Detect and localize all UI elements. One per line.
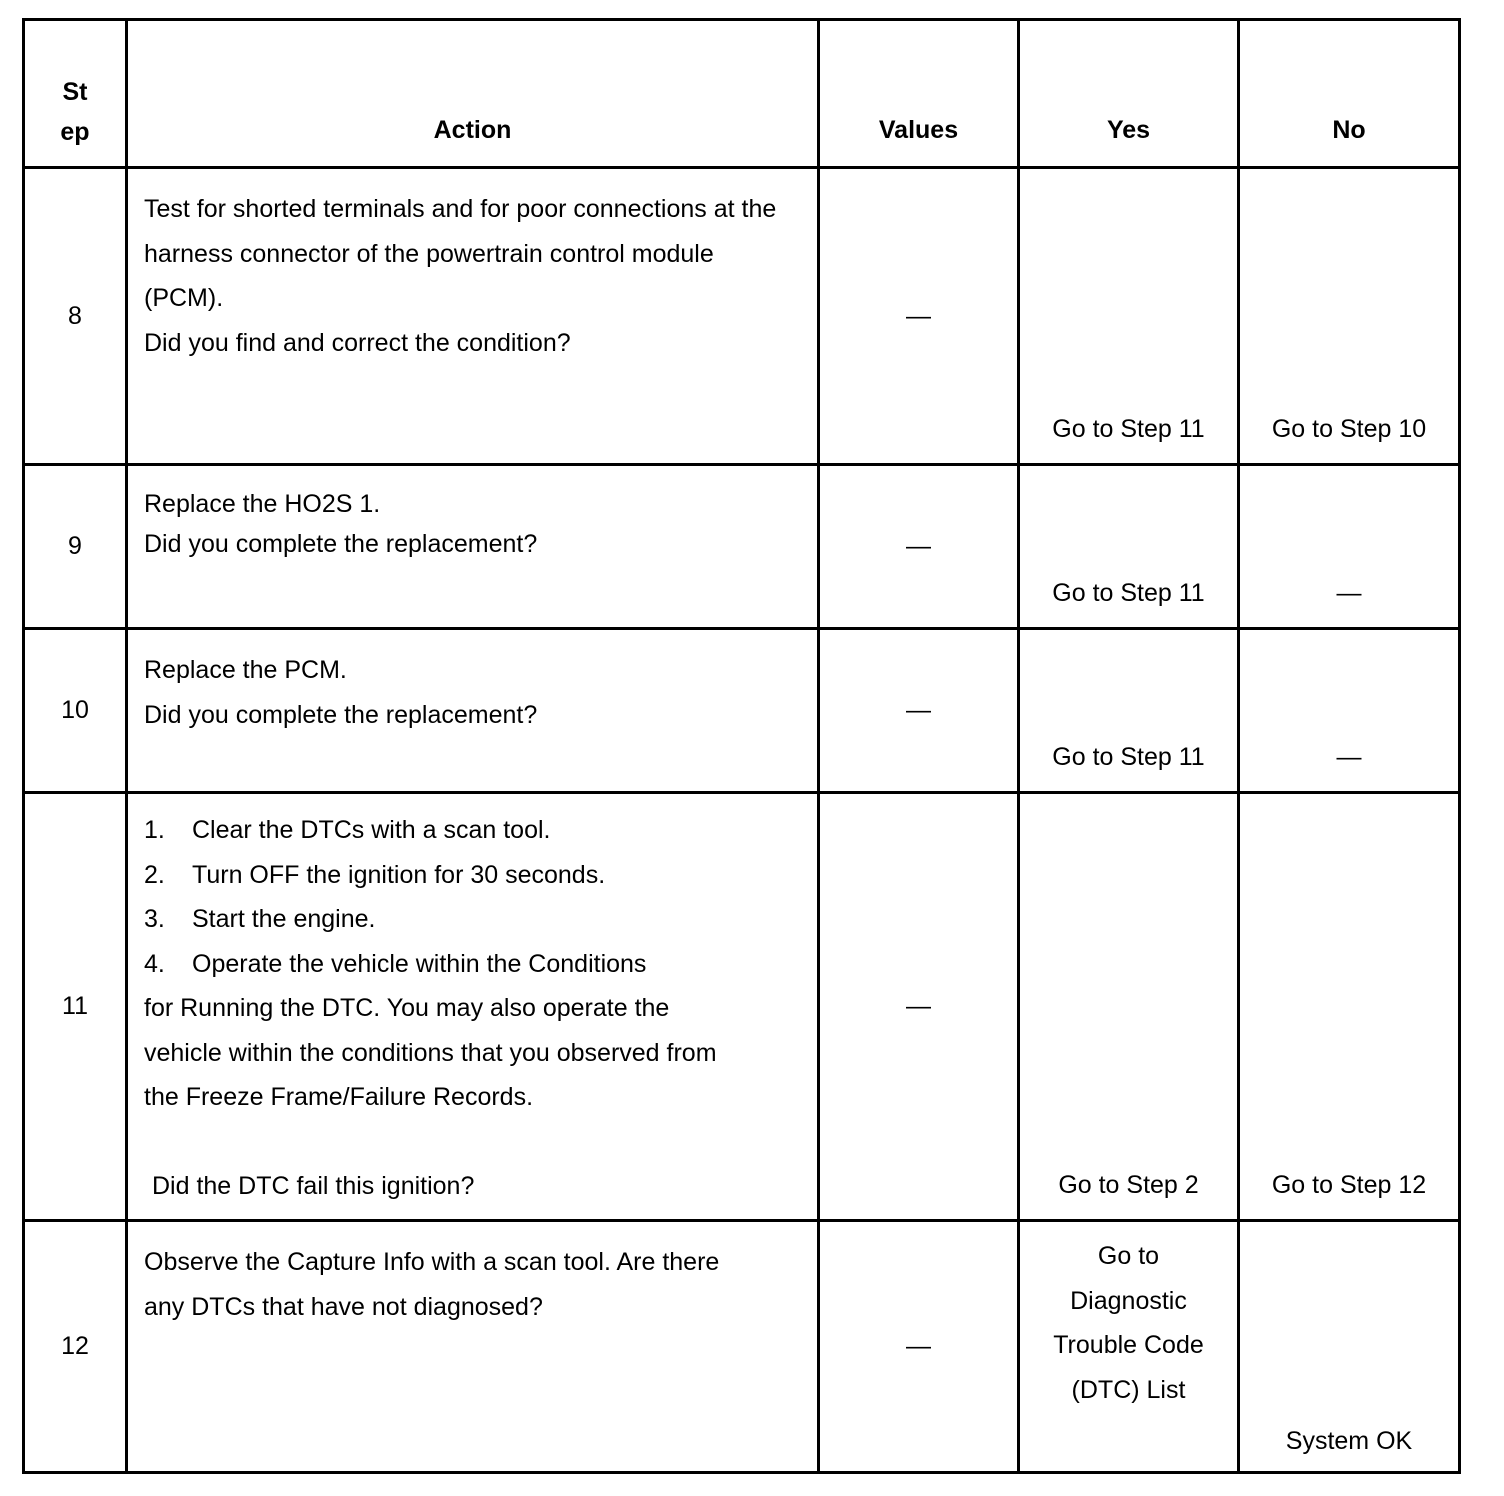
- no-cell: Go to Step 10: [1239, 168, 1460, 465]
- list-item: 3. Start the engine.: [144, 905, 376, 933]
- list-item: 4. Operate the vehicle within the Conditions: [144, 949, 647, 978]
- values-cell: —: [819, 465, 1019, 629]
- procedure-list: [144, 808, 807, 986]
- yes-cell: Go to Step 11: [1019, 465, 1239, 629]
- header-action: Action: [127, 20, 819, 168]
- action-text: Test for shorted terminals and for poor connections at the harness connector of the powertrain control module (PCM).: [144, 195, 777, 312]
- values-cell: —: [819, 1221, 1019, 1473]
- step-number: 9: [24, 465, 127, 629]
- step-number: 11: [24, 793, 127, 1221]
- table-row: [24, 793, 1460, 1221]
- step-number: 10: [24, 629, 127, 793]
- header-step: [24, 20, 127, 168]
- action-cell: [127, 168, 819, 465]
- header-values: Values: [819, 20, 1019, 168]
- action-question: Did you complete the replacement?: [144, 700, 538, 729]
- values-cell: —: [819, 629, 1019, 793]
- header-step-line1: St: [62, 78, 88, 106]
- list-item: 1. Clear the DTCs with a scan tool.: [144, 816, 551, 844]
- table-row: [24, 168, 1460, 465]
- values-cell: —: [819, 793, 1019, 1221]
- action-text: Observe the Capture Info with a scan tool. Are there any DTCs that have not diagnosed?: [144, 1248, 720, 1321]
- header-no: No: [1239, 20, 1460, 168]
- action-cell: [127, 629, 819, 793]
- no-cell: —: [1239, 465, 1460, 629]
- action-text: Replace the PCM.: [144, 656, 347, 684]
- header-yes: Yes: [1019, 20, 1239, 168]
- header-step-line2: ep: [60, 118, 90, 146]
- no-cell: System OK: [1239, 1221, 1460, 1473]
- action-continuation: for Running the DTC. You may also operate the vehicle within the conditions that you observed from the Freeze Frame/Failure Records.: [144, 994, 717, 1111]
- step-number: 12: [24, 1221, 127, 1473]
- action-question: Did you complete the replacement?: [144, 530, 538, 558]
- no-cell: Go to Step 12: [1239, 793, 1460, 1221]
- table-row: [24, 1221, 1460, 1473]
- table-row: [24, 629, 1460, 793]
- yes-cell: Go to Step 11: [1019, 629, 1239, 793]
- no-cell: —: [1239, 629, 1460, 793]
- table-row: [24, 465, 1460, 629]
- diagnostic-table: [22, 18, 1461, 1474]
- action-text: Replace the HO2S 1.: [144, 490, 381, 518]
- values-cell: —: [819, 168, 1019, 465]
- yes-cell: Go to Step 11: [1019, 168, 1239, 465]
- action-cell: [127, 465, 819, 629]
- diagnostic-table-container: [22, 18, 1458, 1474]
- list-item: 2. Turn OFF the ignition for 30 seconds.: [144, 860, 606, 889]
- action-question: Did you find and correct the condition?: [144, 328, 571, 357]
- action-cell: [127, 1221, 819, 1473]
- action-question: Did the DTC fail this ignition?: [152, 1171, 475, 1200]
- header-row: [24, 20, 1460, 168]
- yes-cell: Go to Step 2: [1019, 793, 1239, 1221]
- yes-cell: Go to Diagnostic Trouble Code (DTC) List: [1019, 1221, 1239, 1473]
- action-cell: [127, 793, 819, 1221]
- step-number: 8: [24, 168, 127, 465]
